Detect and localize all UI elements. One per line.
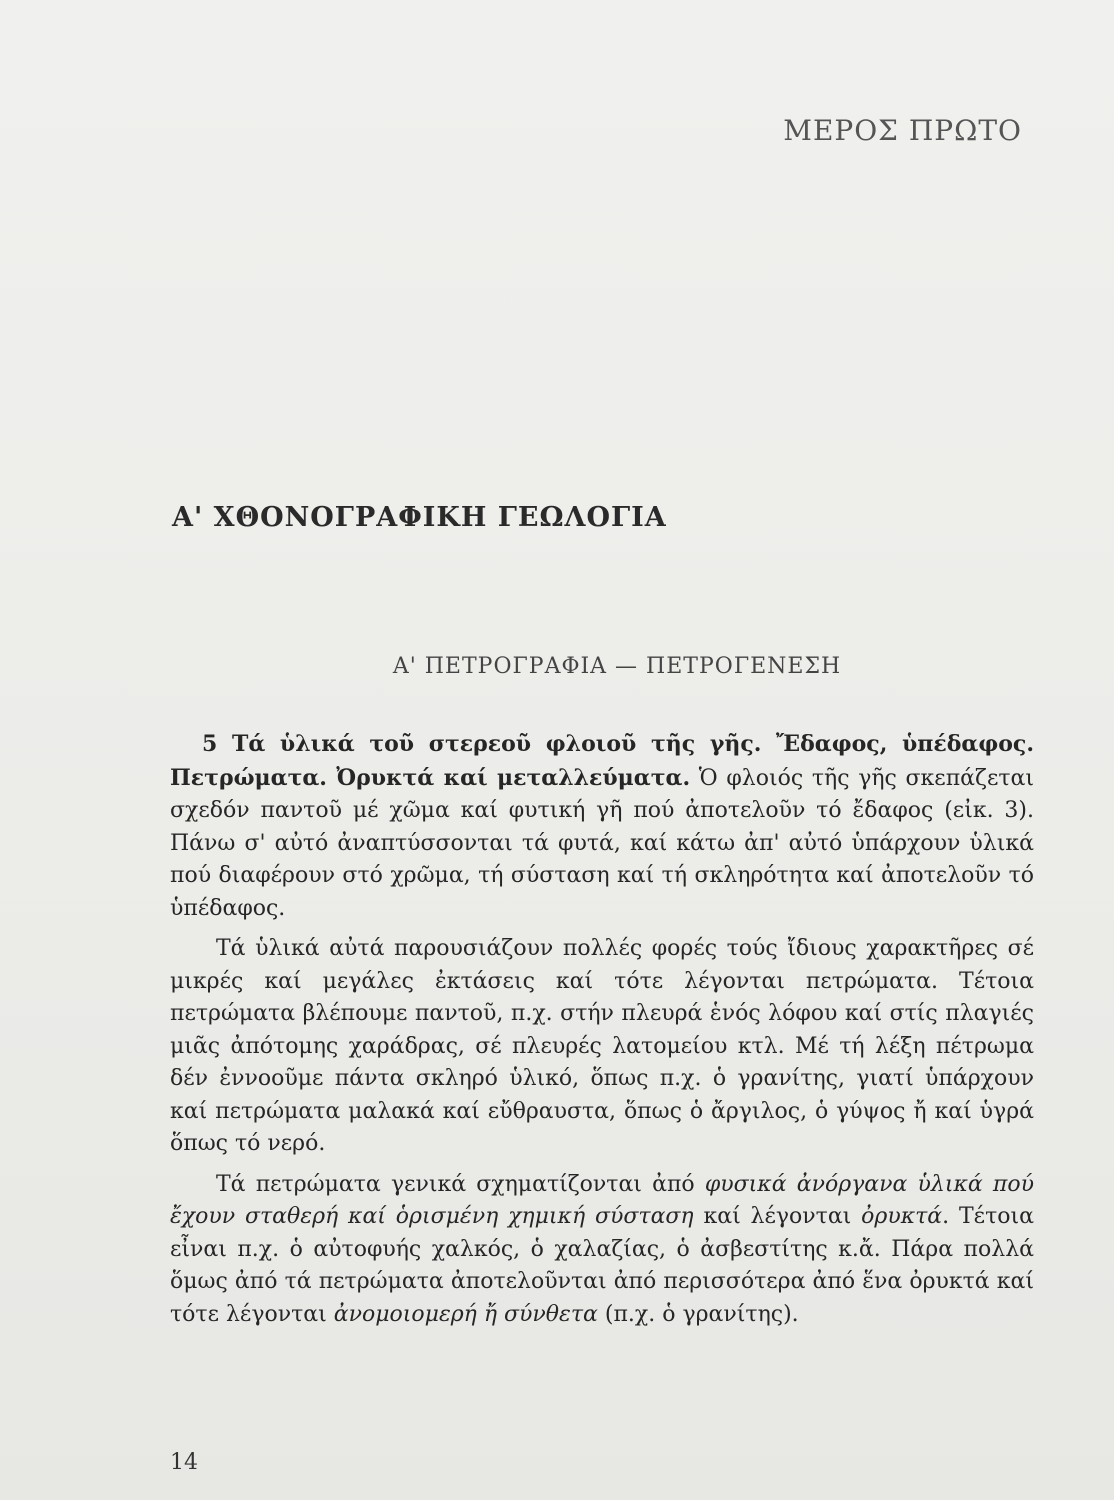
body-text xyxy=(170,728,1034,1339)
paragraph-3-part-a: Τά πετρώματα γενικά σχηματίζονται ἀπό xyxy=(216,1171,695,1197)
chapter-title: Α' ΧΘΟΝΟΓΡΑΦΙΚΗ ΓΕΩΛΟΓΙΑ xyxy=(172,502,667,533)
paragraph-3-part-b: καί λέγονται xyxy=(703,1204,852,1229)
page-number: 14 xyxy=(170,1450,198,1475)
paragraph-1-heading: 5 Τά ὑλικά τοῦ στερεοῦ φλοιοῦ τῆς γῆς. Ἔδαφος, ὑπέδαφος. Πετρώματα. Ὀρυκτά καί μεταλλεύματα. xyxy=(170,731,1034,791)
paragraph-3-italic-3: ἀνομοιομερή ἤ σύνθετα xyxy=(333,1301,598,1327)
paragraph-3-italic-1: φυσικά ἀνόργανα ὑλικά πού ἔχουν σταθερή καί ὁρισμένη χημική σύσταση xyxy=(170,1171,1034,1229)
paragraph-3 xyxy=(170,1169,1034,1332)
paragraph-3-part-d: (π.χ. ὁ γρανίτης). xyxy=(604,1301,799,1327)
paragraph-2: Τά ὑλικά αὐτά παρουσιάζουν πολλές φορές τούς ἴδιους χαρακτῆρες σέ μικρές καί μεγάλες ἐκτάσεις καί τότε λέγονται πετρώματα. Τέτοια πετρώματα βλέπουμε παντοῦ, π.χ. στήν πλευρά ἑνός λόφου καί στίς πλαγιές μιᾶς ἀπότομης χαράδρας, σέ πλευρές λατομείου κτλ. Μέ τή λέξη πέτρωμα δέν ἐννοοῦμε πάντα σκληρό ὑλικό, ὅπως π.χ. ὁ γρανίτης, γιατί ὑπάρχουν καί πετρώματα μαλακά καί εὔθραυστα, ὅπως ὁ ἄργιλος, ὁ γύψος ἤ καί ὑγρά ὅπως τό νερό. xyxy=(170,936,1034,1156)
paragraph-1 xyxy=(170,728,1034,925)
paragraph-3-italic-2: ὀρυκτά xyxy=(861,1204,943,1229)
paragraph-3-part-c: . Τέτοια εἶναι π.χ. ὁ αὐτοφυής χαλκός, ὁ χαλαζίας, ὁ ἀσβεστίτης κ.ἄ. Πάρα πολλά ὅμως ἀπό τά πετρώματα ἀποτελοῦνται ἀπό περισσότερα ἀπό ἕνα ὀρυκτά καί τότε λέγονται xyxy=(170,1204,1034,1327)
part-title: ΜΕΡΟΣ ΠΡΩΤΟ xyxy=(783,114,1022,147)
section-title: Α' ΠΕΤΡΟΓΡΑΦΙΑ — ΠΕΤΡΟΓΕΝΕΣΗ xyxy=(392,654,842,679)
paragraph-1-text: Ὁ φλοιός τῆς γῆς σκεπάζεται σχεδόν παντοῦ μέ χῶμα καί φυτική γῆ πού ἀποτελοῦν τό ἔδαφος (εἰκ. 3). Πάνω σ' αὐτό ἀναπτύσσονται τά φυτά, καί κάτω ἀπ' αὐτό ὑπάρχουν ὑλικά πού διαφέρουν στό χρῶμα, τή σύσταση καί τή σκληρότητα καί ἀποτελοῦν τό ὑπέδαφος. xyxy=(170,765,1034,921)
